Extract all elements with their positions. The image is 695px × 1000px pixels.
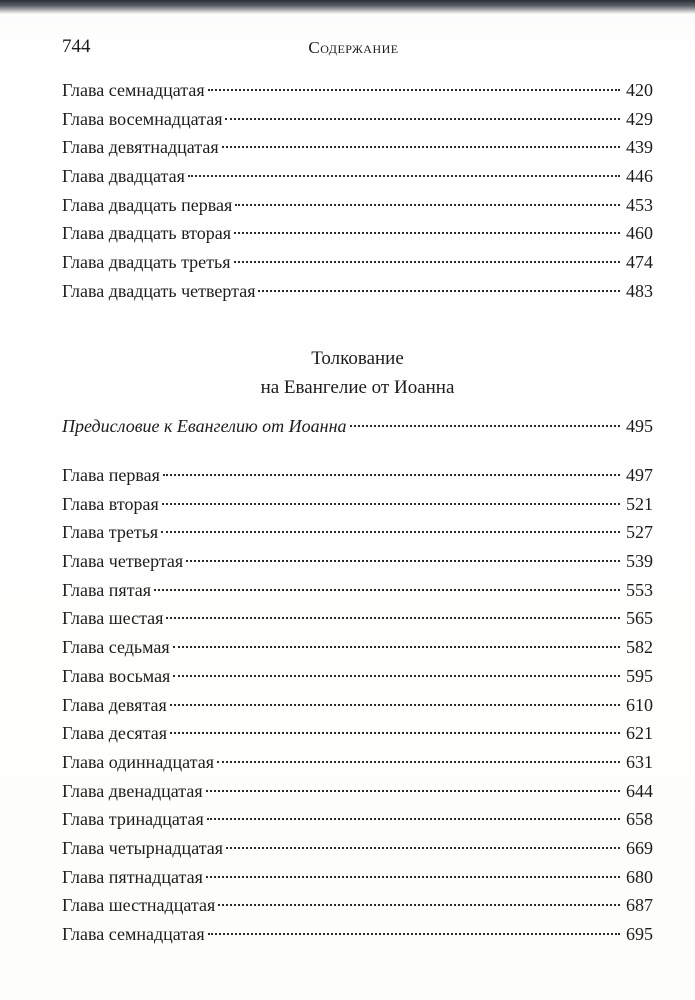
dot-leader (162, 503, 620, 505)
toc-preface (62, 412, 653, 441)
toc-entry-page: 539 (626, 551, 653, 572)
toc-row (62, 805, 653, 834)
toc-row (62, 576, 653, 605)
toc-row (62, 248, 653, 277)
toc-row (62, 490, 653, 519)
section-heading-line2: на Евангелие от Иоанна (260, 377, 455, 398)
toc-entry-label: Глава шестнадцатая (62, 895, 216, 916)
toc-entry-page: 420 (626, 80, 653, 100)
toc-entry-page: 680 (626, 866, 653, 887)
section-heading-line1: Толкование (311, 348, 404, 369)
toc-row (62, 604, 653, 633)
toc-row (62, 518, 653, 547)
dot-leader (161, 531, 620, 533)
toc-entry-page: 610 (626, 694, 653, 715)
toc-entry-page: 644 (626, 780, 653, 801)
toc-row (62, 777, 653, 806)
dot-leader (350, 425, 620, 427)
toc-entry-label: Предисловие к Евангелию от Иоанна (62, 416, 347, 436)
toc-row (62, 133, 653, 162)
dot-leader (186, 560, 620, 562)
toc-row (62, 191, 653, 220)
toc-entry-label: Глава третья (62, 522, 159, 543)
toc-entry-page: 669 (626, 837, 653, 858)
toc-entry-label: Глава седьмая (62, 637, 170, 658)
dot-leader (217, 761, 620, 763)
dot-leader (170, 704, 620, 706)
toc-entry-page: 631 (626, 751, 653, 772)
toc-row (62, 748, 653, 777)
toc-row (62, 920, 653, 949)
dot-leader (207, 818, 620, 820)
section-heading (62, 344, 653, 402)
toc-entry-label: Глава двадцать первая (62, 194, 233, 215)
toc-entry-page: 565 (626, 608, 653, 629)
dot-leader (188, 175, 620, 177)
toc-entry-label: Глава двадцать вторая (62, 223, 232, 244)
toc-entry-page: 695 (626, 924, 653, 944)
dot-leader (222, 146, 620, 148)
dot-leader (163, 474, 620, 476)
toc-row (62, 277, 653, 306)
toc-row (62, 662, 653, 691)
dot-leader (154, 589, 620, 591)
toc-row (62, 891, 653, 920)
toc-entry-label: Глава двадцатая (62, 166, 185, 187)
dot-leader (206, 876, 620, 878)
dot-leader (226, 847, 620, 849)
toc-row (62, 547, 653, 576)
toc-entry-label: Глава восьмая (62, 665, 171, 686)
dot-leader (218, 904, 620, 906)
toc-entry-label: Глава двадцать третья (62, 252, 231, 273)
toc-list-bottom (62, 461, 653, 949)
dot-leader (173, 675, 620, 677)
toc-entry-page: 621 (626, 723, 653, 744)
dot-leader (206, 790, 620, 792)
toc-row (62, 863, 653, 892)
toc-row (62, 219, 653, 248)
toc-entry-page: 521 (626, 493, 653, 514)
toc-entry-label: Глава тринадцатая (62, 809, 204, 830)
toc-row (62, 76, 653, 105)
toc-entry-label: Глава одиннадцатая (62, 751, 214, 772)
toc-entry-page: 460 (626, 223, 653, 244)
toc-entry-label: Глава первая (62, 465, 160, 485)
toc-entry-page: 439 (626, 137, 653, 158)
toc-row (62, 834, 653, 863)
toc-entry-page: 474 (626, 252, 653, 273)
toc-entry-page: 495 (626, 416, 653, 436)
toc-entry-page: 497 (626, 465, 653, 485)
toc-entry-page: 483 (626, 280, 653, 301)
toc-list-top (62, 76, 653, 306)
dot-leader (234, 232, 620, 234)
toc-entry-label: Глава двадцать четвертая (62, 280, 256, 301)
toc-entry-page: 658 (626, 809, 653, 830)
toc-entry-label: Глава вторая (62, 493, 159, 514)
running-title: Содержание (308, 38, 399, 57)
dot-leader (166, 617, 620, 619)
toc-entry-page: 582 (626, 637, 653, 658)
toc-entry-page: 527 (626, 522, 653, 543)
toc-entry-label: Глава девятая (62, 694, 167, 715)
running-head (62, 36, 645, 62)
dot-leader (225, 118, 620, 120)
toc-entry-page: 446 (626, 166, 653, 187)
toc-entry-page: 595 (626, 665, 653, 686)
toc-entry-page: 453 (626, 194, 653, 215)
toc-entry-label: Глава пятнадцатая (62, 866, 203, 887)
dot-leader (258, 290, 620, 292)
toc-row (62, 105, 653, 134)
toc-entry-page: 687 (626, 895, 653, 916)
toc-entry-label: Глава девятнадцатая (62, 137, 219, 158)
dot-leader (208, 89, 620, 91)
toc-entry-label: Глава восемнадцатая (62, 108, 223, 129)
toc-entry-page: 429 (626, 108, 653, 129)
dot-leader (235, 204, 620, 206)
toc-entry-label: Глава четырнадцатая (62, 837, 224, 858)
toc-row (62, 461, 653, 490)
page-number: 744 (62, 36, 91, 57)
toc-entry-label: Глава семнадцатая (62, 80, 205, 100)
toc-row (62, 633, 653, 662)
toc-row (62, 691, 653, 720)
toc-entry-label: Глава четвертая (62, 551, 184, 572)
toc-entry-label: Глава двенадцатая (62, 780, 203, 801)
dot-leader (173, 646, 620, 648)
toc-entry-label: Глава семнадцатая (62, 924, 205, 944)
toc-row (62, 162, 653, 191)
dot-leader (208, 933, 620, 935)
toc-entry-label: Глава шестая (62, 608, 164, 629)
toc-row-preface (62, 412, 653, 441)
toc-entry-page: 553 (626, 579, 653, 600)
dot-leader (170, 732, 620, 734)
toc-entry-label: Глава десятая (62, 723, 167, 744)
dot-leader (234, 261, 620, 263)
toc-entry-label: Глава пятая (62, 579, 152, 600)
toc-row (62, 719, 653, 748)
